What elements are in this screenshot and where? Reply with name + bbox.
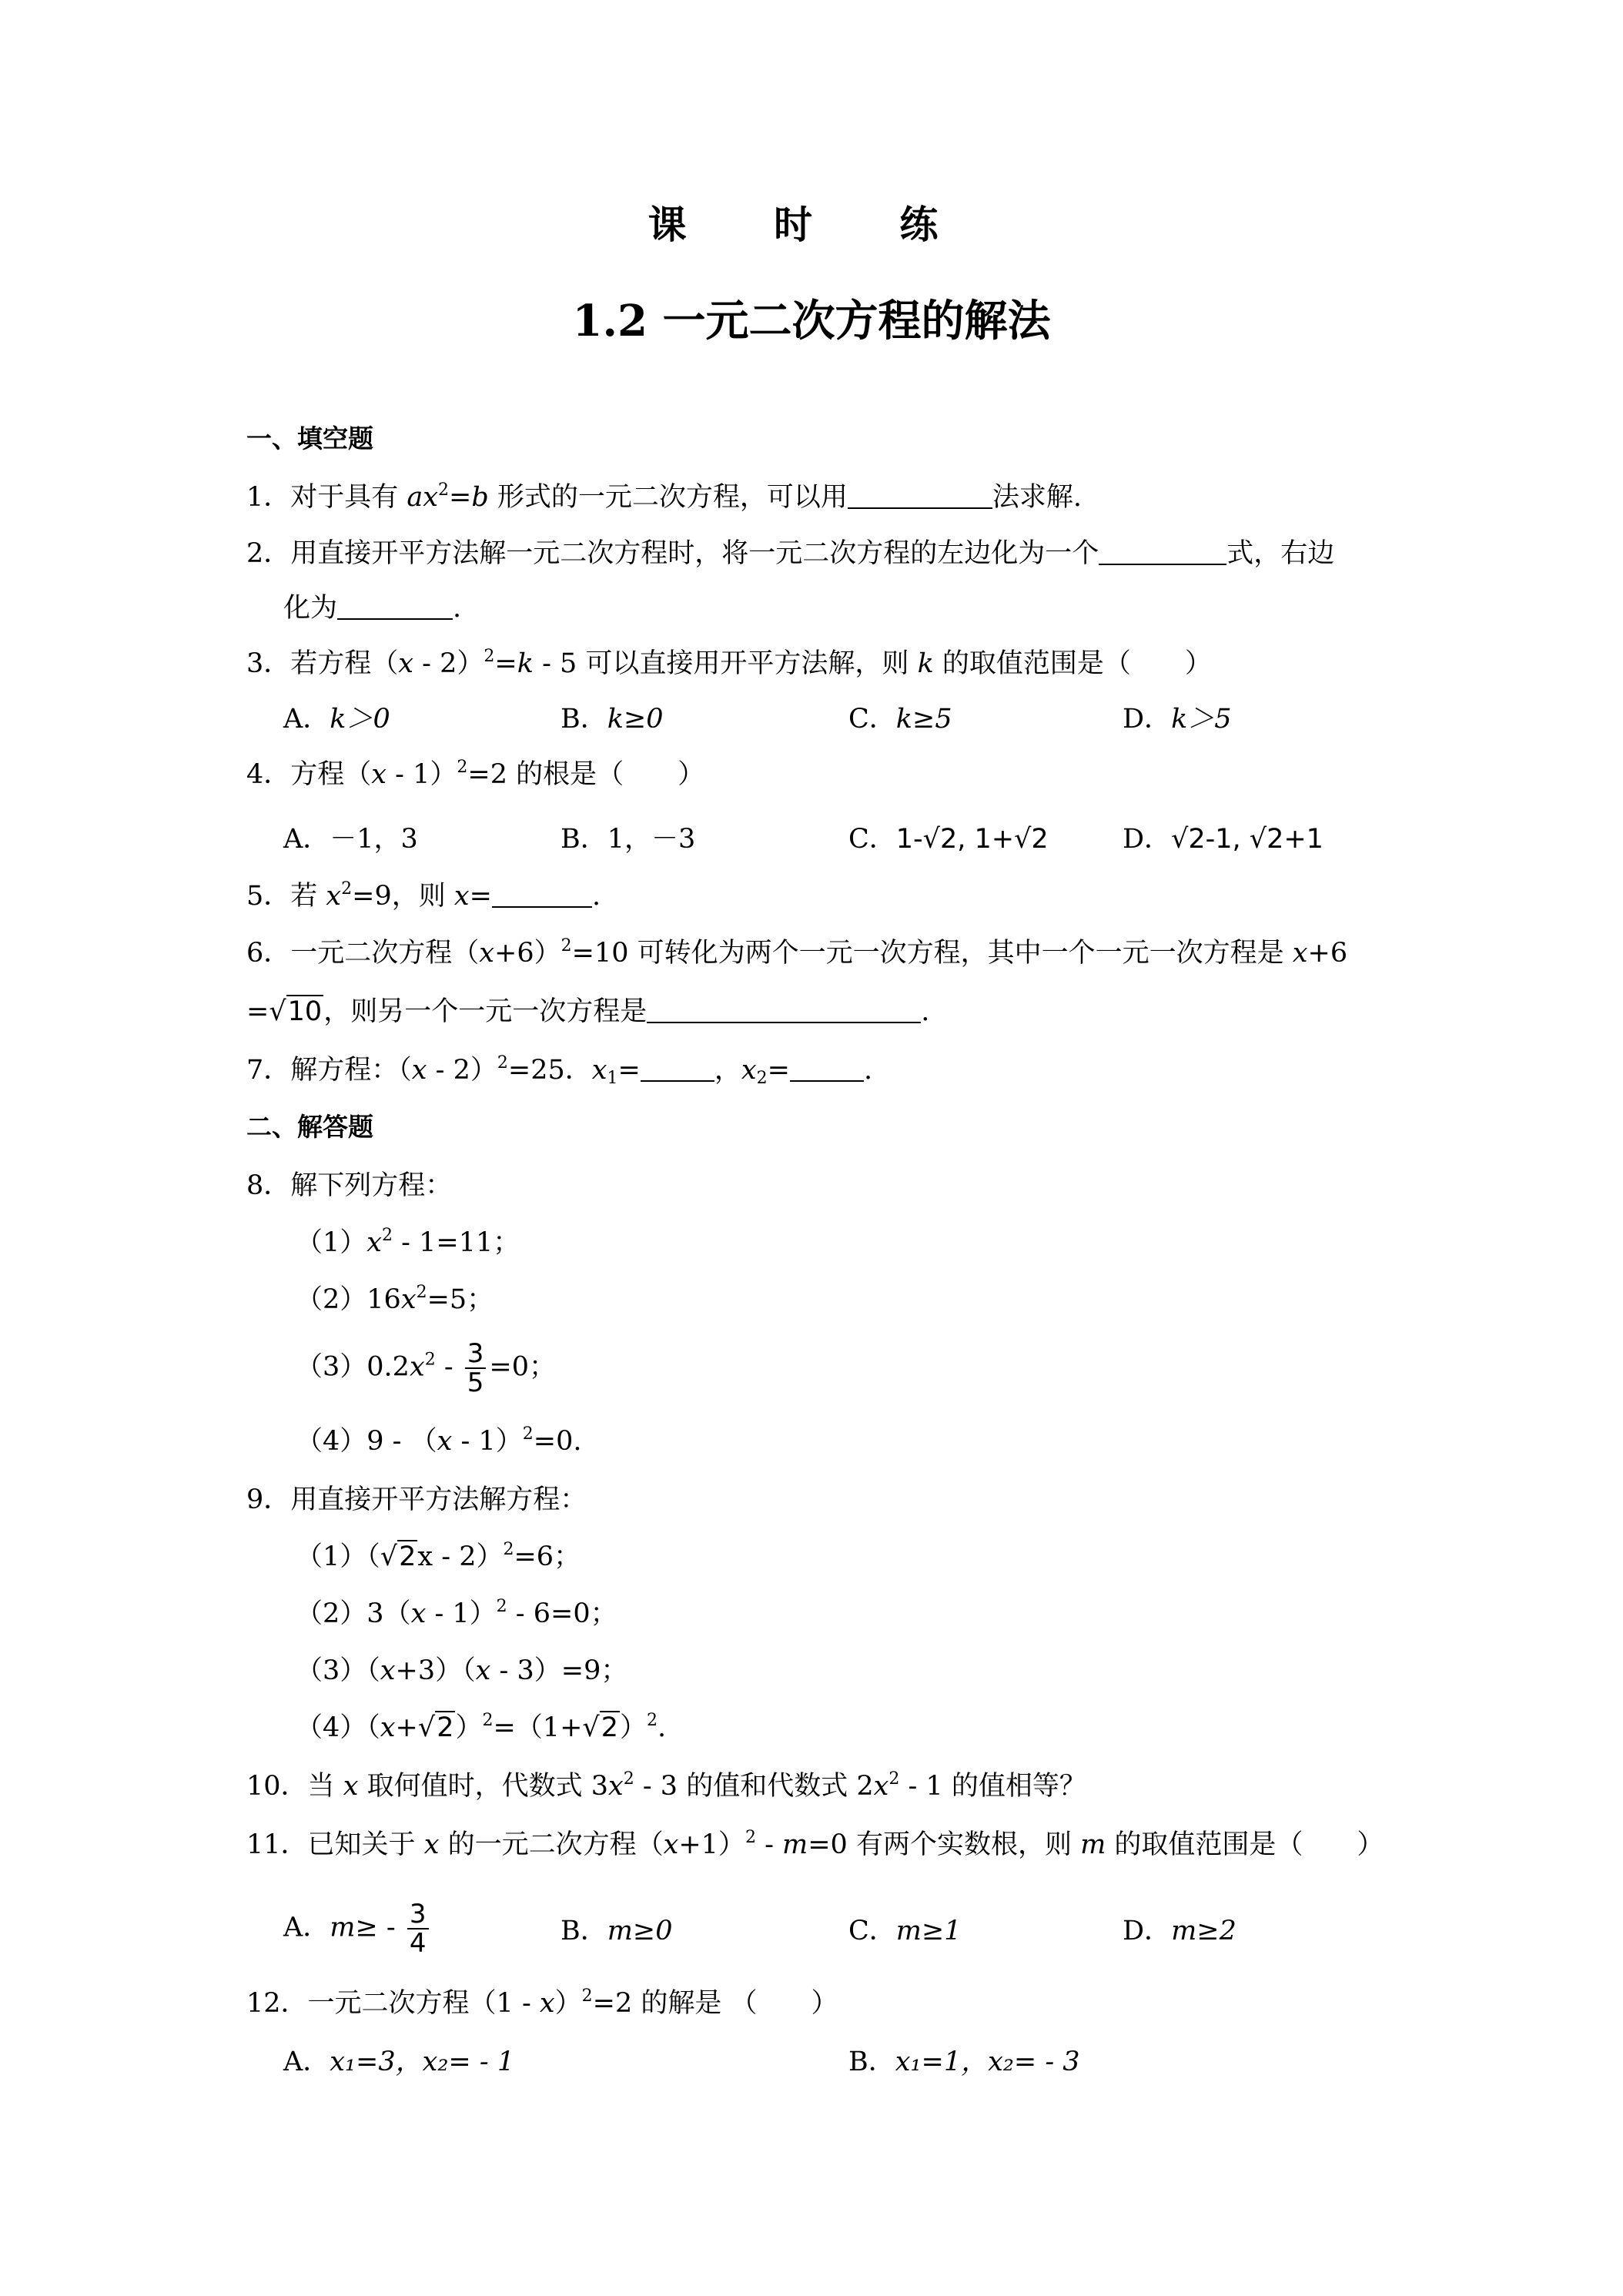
q1-answer-blank[interactable]: [848, 481, 992, 509]
q3-option-b[interactable]: B．k≥0: [561, 704, 664, 735]
q6-text-g: ，则另一个一元一次方程是: [323, 996, 648, 1027]
q2-text-d: .: [453, 593, 462, 624]
q6-text-a: 一元二次方程（: [290, 938, 480, 969]
q2-text-b: 式，右边: [1226, 538, 1335, 569]
q9-sub-4: $(4)(x+√2)^2=(1+√2)^2$.: [296, 1711, 667, 1743]
q8-sub-3: $(3)0.2x^2$ - $\frac{3}{5}$ =0；: [296, 1338, 557, 1398]
q4-text-b: - 1）: [387, 759, 457, 790]
page-subtitle: 1.2 一元二次方程的解法: [572, 296, 1051, 346]
q7-text-c: =25．: [507, 1055, 592, 1086]
question-12: 12．一元二次方程（1 - x）$^2$=2 的解是 （ ）: [246, 1986, 838, 2019]
q12-option-b[interactable]: B．x₁=1，x₂= - 3: [848, 2047, 1080, 2077]
question-2: [246, 537, 1334, 571]
question-1: 1．对于具有 $ax^2=b$ 形式的一元二次方程，可以用 法求解.: [246, 480, 1083, 513]
q3-text-c: =: [494, 648, 517, 679]
question-6: 6．一元二次方程$(x+6)^2=10$ 可转化为两个一元一次方程，其中一个一元一次方程是 x+6: [246, 936, 1348, 969]
q3-option-a[interactable]: A．k＞0: [283, 704, 390, 735]
sqrt-2: √2: [417, 1712, 454, 1743]
q3-text-e: 的取值范围是（ ）: [933, 648, 1212, 679]
q4-text-c: =2 的根是（ ）: [467, 759, 705, 790]
question-2-cont: [283, 591, 461, 625]
q2-text-a: 用直接开平方法解一元二次方程时，将一元二次方程的左边化为一个: [290, 538, 1099, 569]
page-title: 课 时 练: [648, 202, 975, 247]
q8-text: 解下列方程：: [290, 1170, 453, 1201]
section-fill-in: 一、填空题: [246, 423, 373, 454]
question-7: 7．解方程：（x - 2）$^2$=25．$x_1=$ ，$x_2=$ .: [246, 1053, 873, 1088]
q3-option-c[interactable]: C．k≥5: [848, 704, 952, 735]
q5-text-a: 若: [290, 881, 326, 912]
q6-text-b: +6）: [494, 938, 561, 969]
q8-number: 8．: [246, 1170, 291, 1201]
q7-answer-blank-x2[interactable]: [790, 1054, 864, 1082]
q11-number: 11．: [246, 1829, 308, 1860]
question-5: 5．若 $x^2=9$，则 x= .: [246, 879, 601, 912]
sqrt-10: √10: [269, 996, 323, 1027]
q1-text-a: 对于具有: [290, 482, 407, 513]
question-9: [246, 1483, 587, 1517]
q11-option-d[interactable]: D．m≥2: [1123, 1916, 1236, 1946]
q2-answer-blank-1[interactable]: [1099, 537, 1226, 565]
q7-text-b: - 2）: [427, 1055, 497, 1086]
q10-number: 10．: [246, 1771, 308, 1802]
question-10: 10．当 x 取何值时，代数式 $3x^2 - 3$ 的值和代数式 $2x^2 - 1$ 的值相等？: [246, 1769, 1086, 1802]
q6-text-h: .: [921, 996, 930, 1027]
q8-sub-4: （4）9 - （x - 1）$^2$=0.: [296, 1424, 582, 1457]
q9-number: 9．: [246, 1484, 291, 1515]
q5-answer-blank[interactable]: [492, 880, 592, 908]
q6-number: 6．: [246, 938, 291, 969]
q3-text-a: 若方程（: [290, 648, 399, 679]
fraction-3-5: $\frac{3}{5}$: [465, 1340, 487, 1397]
q4-option-a[interactable]: A．－1，3: [283, 824, 418, 855]
question-11: 11．已知关于 x 的一元二次方程$(x+1)^2 - m=0$ 有两个实数根，则 m 的取值范围是（ ）: [246, 1828, 1384, 1860]
q5-text-c: =: [469, 881, 492, 912]
q6-text-d: +6: [1307, 938, 1348, 969]
question-8: [246, 1169, 452, 1203]
q5-number: 5．: [246, 881, 291, 912]
q4-option-b[interactable]: B．1，－3: [561, 824, 696, 855]
q2-number: 2．: [246, 538, 291, 569]
q8-sub-2: $(2)16x^2=5$；: [296, 1283, 494, 1315]
q2-answer-blank-2[interactable]: [337, 592, 453, 620]
q6-text-c: =10 可转化为两个一元一次方程，其中一个一元一次方程是: [571, 938, 1293, 969]
q3-text-d: - 5 可以直接用开平方法解，则: [533, 648, 918, 679]
sqrt-2: √2: [582, 1712, 618, 1743]
q5-text-b: =9，则: [352, 881, 454, 912]
q3-number: 3．: [246, 648, 291, 679]
q5-text-d: .: [591, 881, 601, 912]
q9-sub-2: （2）3（x - 1）$^2$ - 6=0；: [296, 1597, 617, 1629]
q7-text-a: 解方程：（: [290, 1055, 412, 1086]
question-4: 4．方程（x - 1）$^2$=2 的根是（ ）: [246, 758, 705, 790]
q7-number: 7．: [246, 1055, 291, 1086]
q2-text-c: 化为: [283, 593, 338, 624]
q9-sub-1: （1）（√2x - 2）$^2$=6；: [296, 1540, 581, 1572]
section-solve: 二、解答题: [246, 1112, 373, 1142]
q3-option-d[interactable]: D．k＞5: [1123, 704, 1232, 735]
q7-answer-blank-x1[interactable]: [641, 1054, 714, 1082]
q4-number: 4．: [246, 759, 291, 790]
q8-sub-1: $(1)x^2 - 1=11$；: [296, 1226, 520, 1258]
q12-option-a[interactable]: A．x₁=3，x₂= - 1: [283, 2047, 515, 2077]
q6-answer-blank[interactable]: [647, 996, 921, 1023]
q4-text-a: 方程（: [290, 759, 372, 790]
q11-option-b[interactable]: B．m≥0: [561, 1916, 673, 1946]
q6-text-e: =: [246, 996, 269, 1027]
q12-number: 12．: [246, 1988, 308, 2019]
q4-option-c[interactable]: C．1-√2, 1+√2: [848, 824, 1049, 855]
q11-option-c[interactable]: C．m≥1: [848, 1916, 962, 1946]
q4-option-d[interactable]: D．√2-1, √2+1: [1123, 824, 1323, 855]
question-6-cont: [246, 995, 929, 1029]
q3-text-b: - 2）: [413, 648, 484, 679]
sqrt-2: √2: [380, 1541, 417, 1572]
q1-text-b: 形式的一元二次方程，可以用: [488, 482, 848, 513]
fraction-3-4: $\frac{3}{4}$: [407, 1900, 429, 1957]
q1-number: 1．: [246, 482, 291, 513]
q9-text: 用直接开平方法解方程：: [290, 1484, 587, 1515]
question-3: 3．若方程（x - 2）$^2$=k - 5 可以直接用开平方法解，则 k 的取值范围是（ ）: [246, 647, 1212, 679]
q9-sub-3: （3）（x+3）（x - 3）=9；: [296, 1655, 628, 1686]
q11-option-a[interactable]: A．m≥ - $\frac{3}{4}$: [283, 1900, 432, 1957]
q1-text-c: 法求解.: [992, 482, 1083, 513]
